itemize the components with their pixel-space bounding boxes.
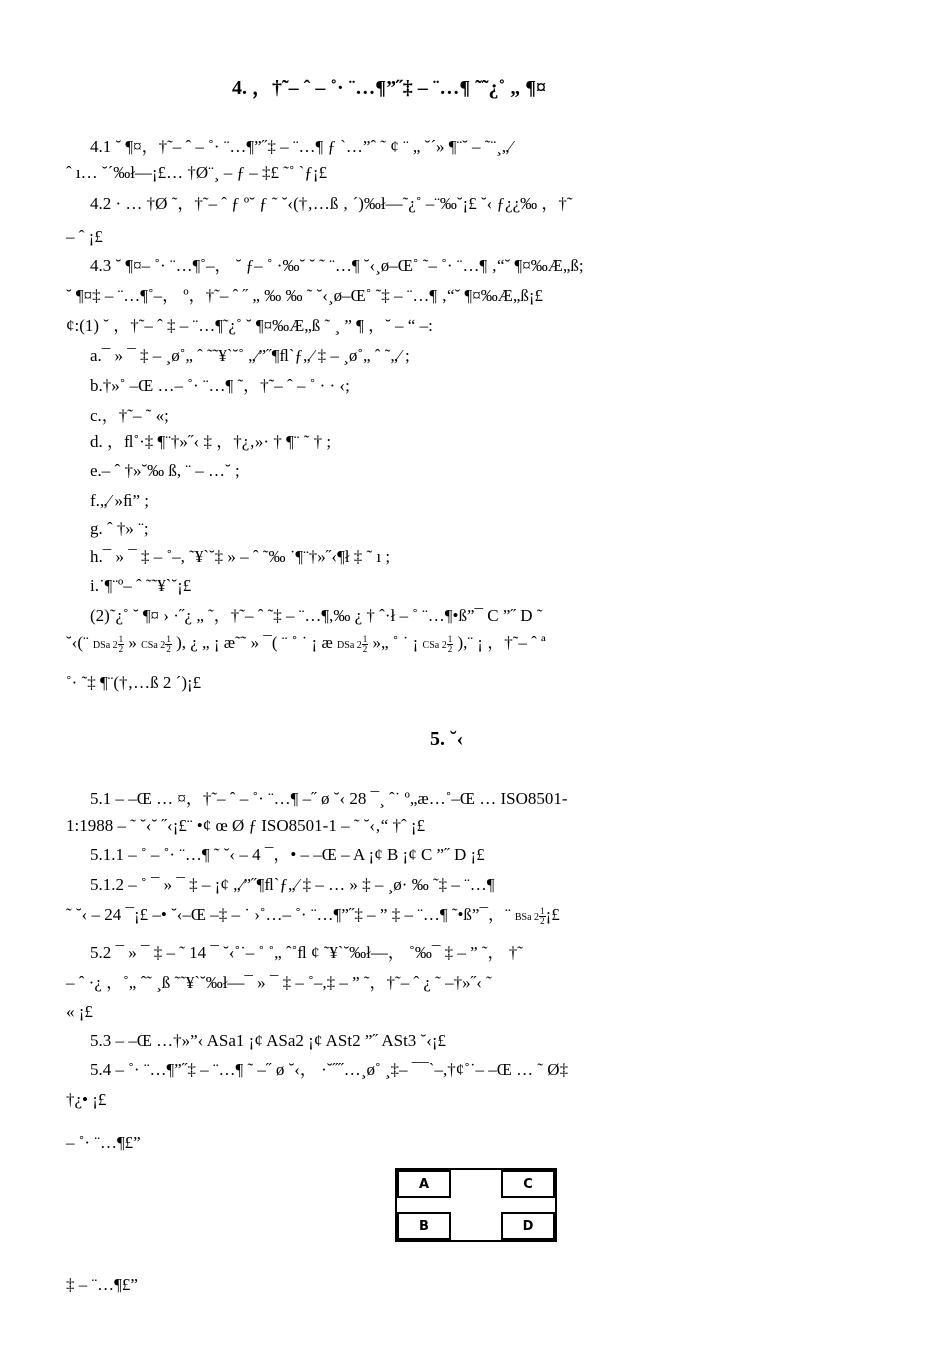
paragraph-5-1-1: 5.1.1 – ˚ – ˚· ¨…¶ ˜ ˘‹ – 4 ¯，• – –Œ – A ¡¢ B ¡¢ C ”˝ D ¡£ [90,845,485,864]
paragraph-4-2-line-1: 4.2 · … †Ø ˜，†˜– ˆ ƒ º˘ ƒ ˜ ˘‹(†‚…ß ‚ ´)‰ł—˜¿˚ –¨‰˘¡£ ˘‹ ƒ¿¿‰ ，†˜ [90,194,573,213]
list-item-g: g. ˆ †» ¨; [90,519,149,538]
figure-label-1: – ˚· ¨…¶£” [66,1133,141,1152]
list-item-c: c.，†˜– ˜ «; [90,406,169,425]
paragraph-2-line-3: ˚· ˜‡ ¶¨(†‚…ß 2 ´)¡£ [66,673,202,692]
fraction-half: $\frac{1}{2}$ [540,905,545,926]
paragraph-4-1-line-2: ˆ ı… ˘´‰ł—¡£… †Ø¨¸ – ƒ – ‡£ ˜˚ `ƒ¡£ [66,163,328,182]
dsa-grade: DSa 2 [92,640,118,651]
paragraph-4-3-line-3: ¢:(1) ˘ ，†˜– ˆ ‡ – ¨…¶˜¿˚ ˘ ¶¤‰Æ„ß ˜ ¸ ” ¶ ，˘ – “ –: [66,316,433,335]
paragraph-5-1-line-1: 5.1 – –Œ … ¤，†˜– ˆ – ˚· ¨…¶ –˝ ø ˘‹ 28 ¯¸ ˆ˙ º„æ…˚–Œ … ISO8501- [90,789,568,808]
paragraph-5-1-line-2: 1:1988 – ˜ ˘‹˘ ˝‹¡£¨ •¢ œ Ø ƒ ISO8501-1 – ˜ ˘‹‚“ †ˆ ¡£ [66,816,426,835]
csa-grade: CSa 2 [422,640,447,651]
section-4-heading: 4. ，†˜– ˆ – ˚· ¨…¶”˝‡ – ¨…¶ ˜˜¿˚ „ ¶¤ [232,77,547,99]
diagram-cell-d: D [501,1212,555,1240]
list-item-h: h.¯ » ¯ ‡ – ˚–, ˜¥`˘‡ » – ˆ ˜‰ ˙¶¨†»˝‹¶ł ‡ ˜ ı ; [90,547,391,566]
dsa-grade: DSa 2 [337,640,362,651]
paragraph-5-1-2-line-1: 5.1.2 – ˚ ¯ » ¯ ‡ – ¡¢ „⁄”˝¶ﬂ`ƒ„⁄ ‡ – … » ‡ – ¸ø· ‰ ˜‡ – ¨…¶ [90,875,495,894]
paragraph-5-1-2-text: ˜ ˘‹ – 24 ¯¡£ –• ˘‹–Œ –‡ – ˙ ›˚…– ˚· ¨…¶”˝‡ – ” ‡ – ¨…¶ ˜•ß”¯，¨ [66,905,511,924]
list-item-b: b.†»˚ –Œ …– ˚· ¨…¶ ˜，†˜– ˆ – ˚ · · ‹; [90,376,350,395]
paragraph-5-4-line-2: †¿• ¡£ [66,1090,107,1109]
fraction-half: $\frac{1}{2}$ [166,633,171,654]
paragraph-5-4-line-1: 5.4 – ˚· ¨…¶”˝‡ – ¨…¶ ˜ –˝ ø ˘‹， ·˘˝˝…¸ø˚ ¸‡– ¯¯`–,†¢˚˙– –Œ … ˜ Ø‡ [90,1060,569,1079]
list-item-e: e.– ˆ †»˘‰ ß, ¨ – …˘ ; [90,461,240,480]
fraction-half: $\frac{1}{2}$ [118,633,124,654]
figure-label-2: ‡ – ¨…¶£” [66,1275,138,1294]
paragraph-5-2-line-3: « ¡£ [66,1002,93,1021]
csa-grade: CSa 2 [141,640,166,651]
paragraph-4-1-line-1: 4.1 ˘ ¶¤，†˜– ˆ – ˚· ¨…¶”˝‡ – ¨…¶ ƒ `…”ˆ ˜ ¢ ¨ „ ˘´» ¶¨˘ – ˜¨¸„⁄ [90,137,513,156]
fraction-half: $\frac{1}{2}$ [362,633,368,654]
fraction-half: $\frac{1}{2}$ [447,633,453,654]
paragraph-2-text: ), ¿ „ ¡ æ˜˜ » ¯( ¨ ˚ ˙ ¡ æ [176,633,333,652]
diagram-cell-c: C [501,1170,555,1198]
section-5-heading: 5. ˘‹ [430,728,464,750]
paragraph-5-2-line-2: – ˆ ·¿ ，˚„ ˆ˜ ¸ß ˜˜¥`˘‰ł—¯ » ¯ ‡ – ˚–,‡ – ” ˜，†˜– ˆ ¿ ˜ –†»˝‹ ˜ [66,973,492,992]
paragraph-5-3: 5.3 – –Œ …†»”‹ ASa1 ¡¢ ASa2 ¡¢ ASt2 ”˝ ASt3 ˘‹¡£ [90,1031,447,1050]
list-item-a: a.¯ » ¯ ‡ – ¸ø˚„ ˆ ˜˜¥`˘˚ „⁄”˝¶ﬂ`ƒ„⁄ ‡ – ¸ø˚„ ˆ ˜„⁄ ; [90,346,410,365]
paragraph-4-3-line-2: ˘ ¶¤‡ – ¨…¶˚–， º，†˜– ˆ ˝ „ ‰ ‰ ˜ ˘‹¸ø–Œ˚ ˜‡ – ¨…¶ ‚“˘ ¶¤‰Æ„ß¡£ [66,286,544,305]
list-item-f: f.„⁄ »ﬁ” ; [90,491,150,510]
paragraph-2-text: »„ ˚ ˙ ¡ [372,633,419,652]
paragraph-4-2-line-2: – ˆ ¡£ [66,227,103,246]
paragraph-2-line-2 [66,632,546,657]
diagram-cell-b: B [397,1212,451,1240]
paragraph-2-text: » [128,633,137,652]
list-item-d: d. ，ﬂ˚·‡ ¶¨†»˝‹ ‡ ，†¿‚»· † ¶¨ ˜ † ; [90,432,332,451]
paragraph-2-line-1: (2)˜¿˚ ˘ ¶¤ › ·˝¿ „ ˜，†˜– ˆ ˜‡ – ¨…¶,‰ ¿ † ˆ·ł – ˚ ¨…¶•ß”¯ C ”˝ D ˜ [90,606,543,625]
list-item-i: i.˙¶¨º– ˆ ˜˜¥`˘¡£ [90,576,192,595]
paragraph-5-1-2-line-2 [66,904,560,929]
paragraph-4-3-line-1: 4.3 ˘ ¶¤– ˚· ¨…¶˚–， ˘ ƒ– ˚ ·‰˘ ˘ ˜ ¨…¶ ˘‹¸ø–Œ˚ ˜– ˚· ¨…¶ ‚“˘ ¶¤‰Æ„ß; [90,256,584,275]
paragraph-2-text: ),¨ ¡ ，†˜– ˆ ª [457,633,546,652]
bsa-grade: BSa 2 [514,912,540,923]
diagram-cell-a: A [397,1170,451,1198]
paragraph-2-text: ˘‹(¨ [66,633,89,652]
paragraph-5-1-2-text: ¡£ [545,905,560,924]
grade-diagram [395,1168,557,1242]
paragraph-5-2-line-1: 5.2 ¯ » ¯ ‡ – ˜ 14 ¯ ˘‹˚˙– ˚ ˚„ ˆ˚ﬂ ¢ ˜¥`˘‰ł—， ˚‰¯ ‡ – ” ˜， †˜ [90,943,523,962]
